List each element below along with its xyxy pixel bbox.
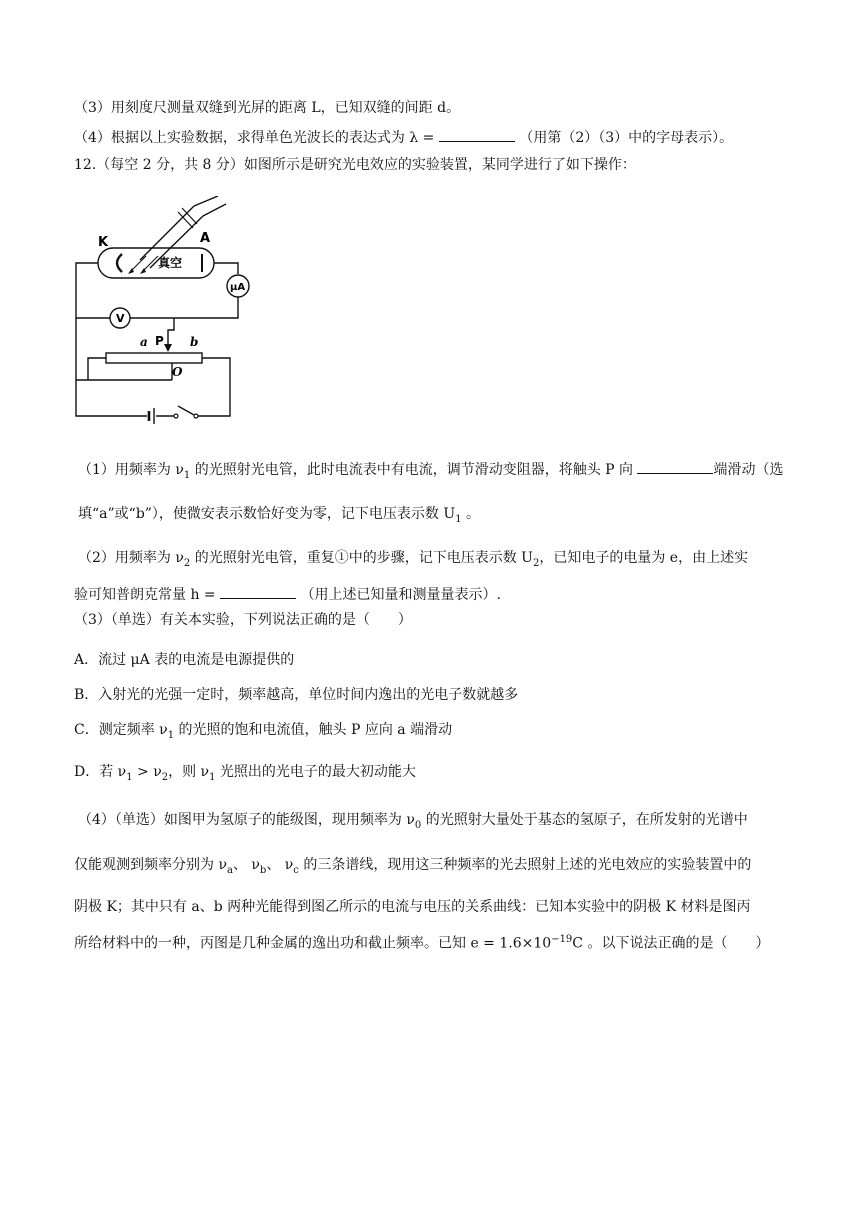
q1b-sub: 1 bbox=[455, 513, 462, 525]
answer-blank-planck[interactable] bbox=[220, 584, 296, 599]
optc-sub: 1 bbox=[167, 729, 175, 741]
q4a-suffix: 的光照射大量处于基态的氢原子，在所发射的光谱中 bbox=[421, 812, 748, 828]
q2-prefix: （2）用频率为 ν bbox=[78, 550, 184, 566]
q2-end: ，已知电子的电量为 e，由上述实 bbox=[539, 550, 749, 566]
q1b-end: 。 bbox=[461, 506, 481, 522]
optd-mid2: ，则 ν bbox=[168, 764, 210, 780]
q2b-suffix: （用上述已知量和测量量表示）. bbox=[300, 587, 502, 603]
option-a: A．流过 μA 表的电流是电源提供的 bbox=[74, 652, 295, 668]
q3-stem: （3）（单选）有关本实验，下列说法正确的是（ ） bbox=[74, 612, 412, 628]
optd-suffix: 光照出的光电子的最大初动能大 bbox=[215, 764, 416, 780]
switch bbox=[194, 414, 198, 418]
label-P: P bbox=[155, 334, 164, 348]
label-b: b bbox=[190, 335, 199, 349]
question-12-header: 12.（每空 2 分，共 8 分）如图所示是研究光电效应的实验装置，某同学进行了如下操作： bbox=[74, 157, 636, 173]
option-c bbox=[74, 720, 452, 746]
q1-mid: 的光照射光电管，此时电流表中有电流，调节滑动变阻器，将触头 P 向 bbox=[190, 462, 634, 478]
q4a-prefix: （4）（单选）如图甲为氢原子的能级图，现用频率为 ν bbox=[78, 812, 415, 828]
q1-suffix: 端滑动（选 bbox=[713, 462, 784, 478]
label-A: A bbox=[200, 231, 211, 246]
optc-prefix: C．测定频率 ν bbox=[74, 722, 168, 738]
q4b-m1: 、 ν bbox=[232, 857, 260, 873]
option-d bbox=[74, 762, 416, 788]
q4b-prefix: 仅能观测到频率分别为 ν bbox=[74, 857, 227, 873]
q4d-prefix: 所给材料中的一种，丙图是几种金属的逸出功和截止频率。已知 e = 1.6×10 bbox=[74, 935, 552, 952]
q1b-text: 填“a”或“b”），使微安表示数恰好变为零，记下电压表示数 U bbox=[78, 506, 456, 522]
text-line-3: （3）用刻度尺测量双缝到光屏的距离 L，已知双缝的间距 d。 bbox=[74, 100, 461, 116]
q1-sub: 1 bbox=[183, 469, 191, 481]
optc-suffix: 的光照的饱和电流值，触头 P 应向 a 端滑动 bbox=[174, 722, 453, 738]
q2-sub2: 2 bbox=[532, 557, 540, 569]
label-a: a bbox=[140, 335, 148, 349]
q2-mid: 的光照射光电管，重复①中的步骤，记下电压表示数 U bbox=[190, 550, 533, 566]
q1-line-2 bbox=[78, 504, 480, 530]
q4-line-2 bbox=[74, 855, 751, 881]
q4a-sub: 0 bbox=[414, 819, 422, 831]
q4d-sup: −19 bbox=[551, 934, 573, 945]
q1-line-1 bbox=[78, 459, 783, 486]
answer-blank-direction[interactable] bbox=[637, 459, 713, 474]
q2b-prefix: 验可知普朗克常量 h = bbox=[74, 587, 216, 603]
answer-blank-wavelength[interactable] bbox=[439, 127, 515, 142]
q1-prefix: （1）用频率为 ν bbox=[78, 462, 184, 478]
optd-sub2: 2 bbox=[161, 771, 169, 783]
q4b-sub-a: a bbox=[226, 864, 233, 876]
q4-prefix: （4）根据以上实验数据，求得单色光波长的表达式为 λ = bbox=[74, 130, 435, 146]
q4-line-4 bbox=[74, 930, 769, 954]
label-microammeter: μA bbox=[230, 282, 246, 293]
q4b-sub-c: c bbox=[293, 864, 299, 876]
q2-line-2 bbox=[74, 584, 501, 605]
label-vacuum: 真空 bbox=[158, 256, 183, 270]
q2-sub: 2 bbox=[183, 557, 191, 569]
q4b-m2: 、 ν bbox=[266, 857, 294, 873]
label-O: O bbox=[172, 365, 183, 379]
cathode bbox=[117, 254, 122, 272]
optd-sub1: 1 bbox=[126, 771, 133, 783]
label-voltmeter: V bbox=[116, 312, 125, 325]
q4d-suffix: C 。以下说法正确的是（ ） bbox=[572, 935, 770, 952]
optd-prefix: D．若 ν bbox=[74, 764, 127, 780]
optd-mid: > ν bbox=[132, 764, 162, 780]
rheostat bbox=[106, 353, 202, 363]
text-line-4 bbox=[74, 127, 733, 148]
q2-line-1 bbox=[78, 548, 748, 574]
option-b: B．入射光的光强一定时，频率越高，单位时间内逸出的光电子数就越多 bbox=[74, 687, 519, 703]
q4-line-1 bbox=[78, 810, 748, 836]
q4b-sub-b: b bbox=[259, 864, 267, 876]
photoelectric-circuit-diagram bbox=[66, 196, 266, 432]
optd-sub3: 1 bbox=[209, 771, 216, 783]
q4-line-3: 阴极 K；其中只有 a、b 两种光能得到图乙所示的电流与电压的关系曲线：已知本实验中的阴极 K 材料是图丙 bbox=[74, 899, 751, 915]
q4b-suffix: 的三条谱线，现用这三种频率的光去照射上述的光电效应的实验装置中的 bbox=[298, 857, 752, 873]
label-K: K bbox=[98, 235, 109, 250]
slider-contact-P bbox=[164, 344, 172, 352]
q4-suffix: （用第（2）（3）中的字母表示）。 bbox=[519, 130, 734, 146]
